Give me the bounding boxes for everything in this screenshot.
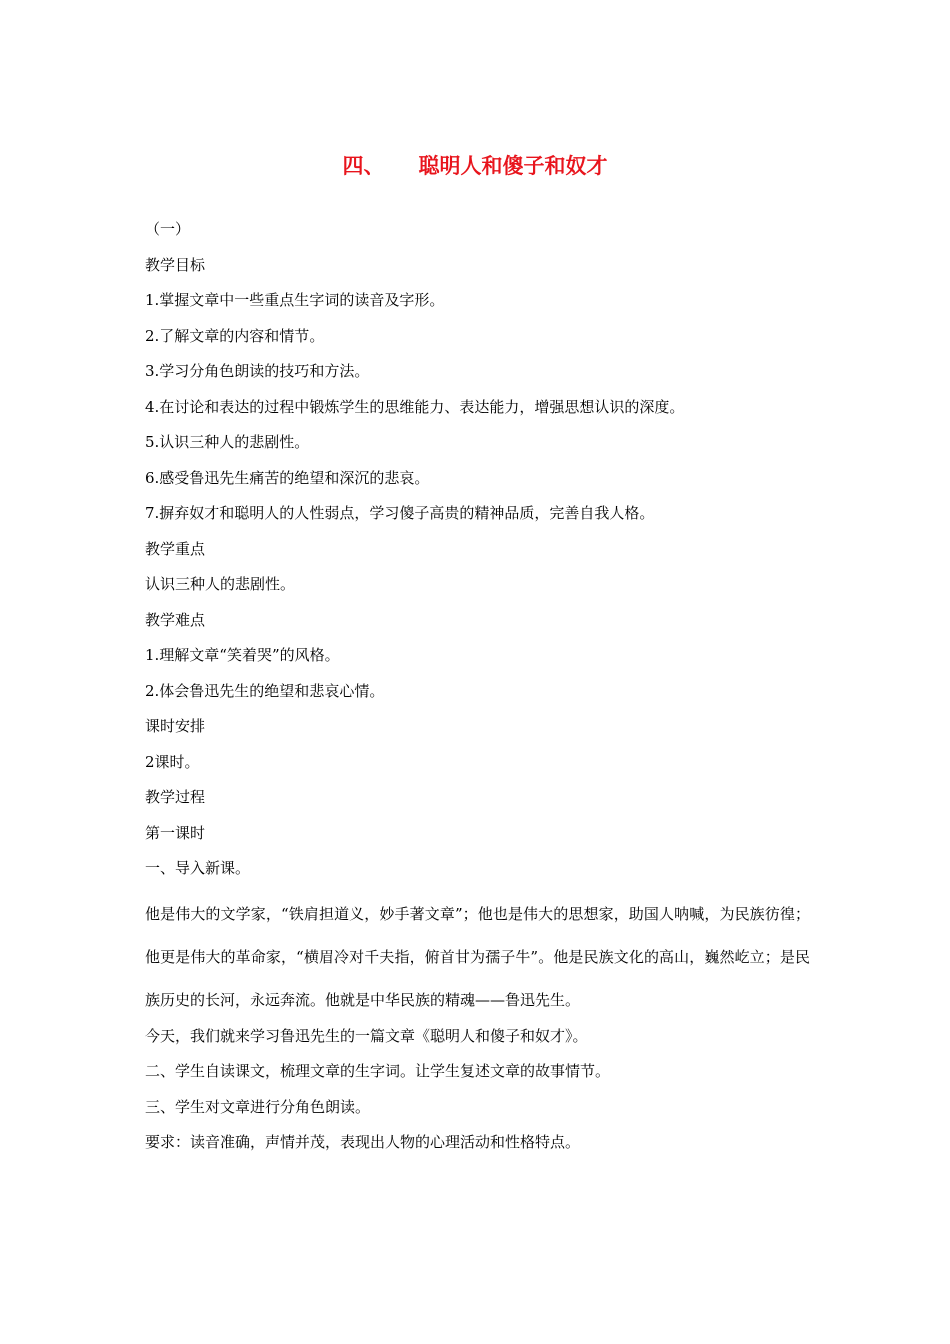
objectives-heading: 教学目标 xyxy=(145,255,206,274)
today-line: 今天，我们就来学习鲁迅先生的一篇文章《聪明人和傻子和奴才》。 xyxy=(145,1026,588,1045)
intro-paragraph: 他是伟大的文学家，“铁肩担道义，妙手著文章”；他也是伟大的思想家，助国人呐喊，为民族彷徨；他更是伟大的革命家，“横眉冷对千夫指，俯首甘为孺子牛”。他是民族文化的高山，巍然屹立；是民族历史的长河，永远奔流。他就是中华民族的精魂——鲁迅先生。 xyxy=(145,904,810,1009)
objective-item: 1.掌握文章中一些重点生字词的读音及字形。 xyxy=(145,291,445,309)
document-body xyxy=(145,212,810,1161)
objective-item: 7.摒弃奴才和聪明人的人性弱点，学习傻子高贵的精神品质，完善自我人格。 xyxy=(145,504,655,522)
difficulty-item: 1.理解文章“笑着哭”的风格。 xyxy=(145,646,340,664)
title-number: 四、 xyxy=(342,154,385,178)
objective-item: 3.学习分角色朗读的技巧和方法。 xyxy=(145,362,370,380)
key-points-heading: 教学重点 xyxy=(145,539,206,558)
section-label: （一） xyxy=(145,220,191,238)
document-title xyxy=(0,150,950,180)
step-intro: 一、导入新课。 xyxy=(145,859,251,877)
objective-item: 5.认识三种人的悲剧性。 xyxy=(145,433,310,451)
schedule-heading: 课时安排 xyxy=(145,717,206,735)
lesson-label: 第一课时 xyxy=(145,823,206,842)
objective-item: 4.在讨论和表达的过程中锻炼学生的思维能力、表达能力，增强思想认识的深度。 xyxy=(145,397,685,416)
step-self-read: 二、学生自读课文，梳理文章的生字词。让学生复述文章的故事情节。 xyxy=(145,1062,611,1080)
requirement-line: 要求：读音准确，声情并茂，表现出人物的心理活动和性格特点。 xyxy=(145,1133,581,1151)
objective-item: 2.了解文章的内容和情节。 xyxy=(145,326,325,345)
difficulties-heading: 教学难点 xyxy=(145,610,206,629)
step-role-read: 三、学生对文章进行分角色朗读。 xyxy=(145,1097,371,1116)
difficulty-item: 2.体会鲁迅先生的绝望和悲哀心情。 xyxy=(145,681,385,700)
process-heading: 教学过程 xyxy=(145,788,206,806)
objective-item: 6.感受鲁迅先生痛苦的绝望和深沉的悲哀。 xyxy=(145,468,430,487)
key-points-text: 认识三种人的悲剧性。 xyxy=(145,575,296,593)
schedule-text: 2课时。 xyxy=(145,752,200,771)
title-text: 聪明人和傻子和奴才 xyxy=(418,154,608,178)
